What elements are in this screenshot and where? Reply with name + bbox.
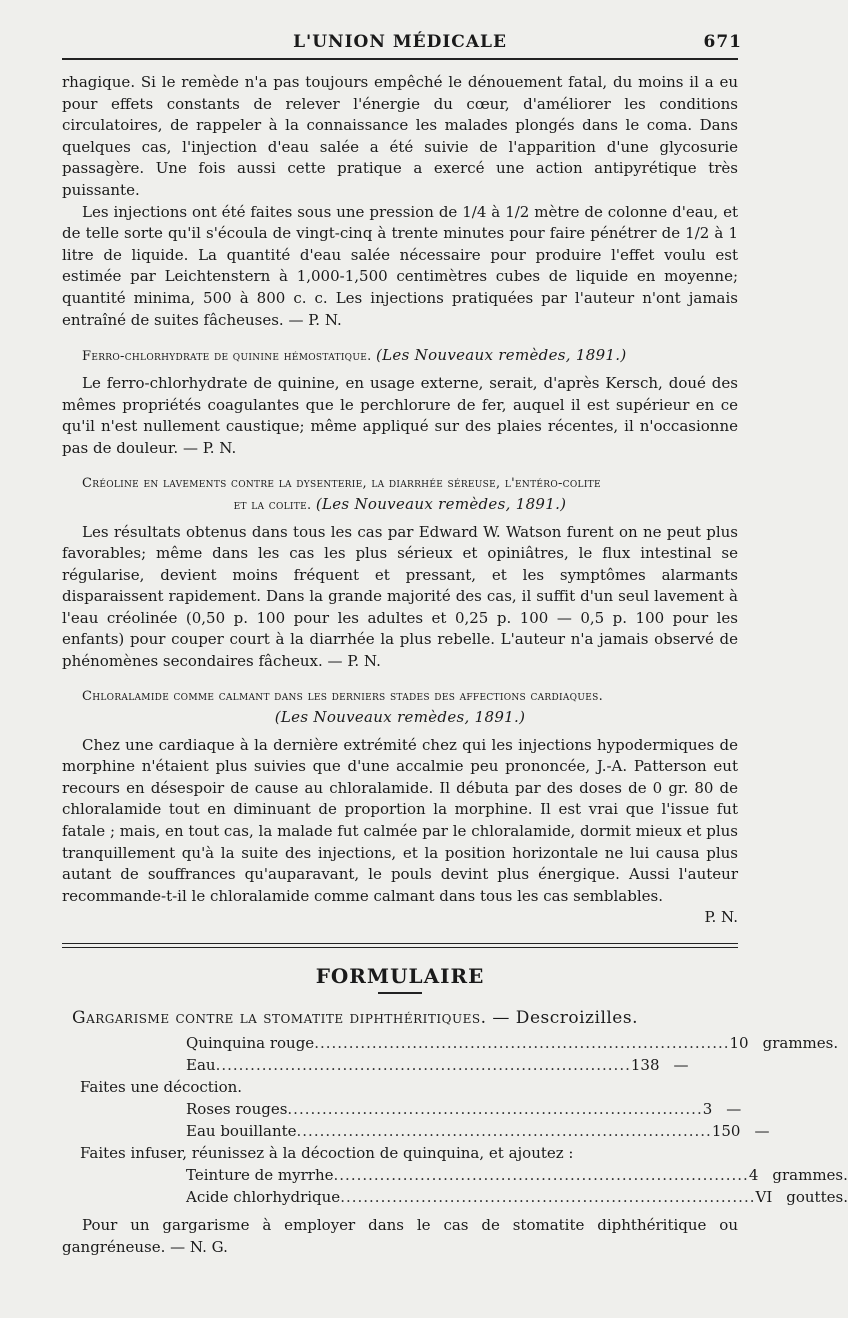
running-head	[62, 28, 742, 56]
article-body-creoline: Les résultats obtenus dans tous les cas par Edward W. Watson furent on ne peut plus favorables; même dans les cas les plus sérieux et opiniâtres, le flux intestinal se régularise, devient moins fréquent et pressant, et les symptômes alarmants disparaissent rapidement. Dans la grande majorité des cas, il suffit d'un seul lavement à l'eau créolinée (0,50 p. 100 pour les adultes et 0,25 p. 100 — 0,5 p. 100 pour les enfants) pour couper court à la diarrhée la plus rebelle. L'auteur n'a jamais observé de phénomènes secondaires fâcheux. — P. N.	[62, 522, 738, 671]
ingredient-row: Teinture de myrrhe ........................................................................ 4 grammes.	[186, 1166, 848, 1184]
article-source: (Les Nouveaux remèdes, 1891.)	[274, 707, 526, 726]
recipe-title: Gargarisme contre la stomatite diphthéritiques. — Descroizilles.	[72, 1008, 638, 1028]
ingredient-row: Eau ........................................................................ 138 —	[186, 1056, 689, 1074]
article-title-ferro-chlorhydrate: Ferro-chlorhydrate de quinine hémostatique. (Les Nouveaux remèdes, 1891.)	[82, 346, 627, 365]
header-rule	[62, 58, 738, 60]
article-signature: P. N.	[704, 908, 738, 927]
ingredient-row: Eau bouillante ........................................................................ 150 —	[186, 1122, 770, 1140]
journal-title: L'UNION MÉDICALE	[293, 32, 507, 52]
article-title-chloralamide: Chloralamide comme calmant dans les derniers stades des affections cardiaques.	[82, 688, 604, 704]
formulaire-heading: FORMULAIRE	[315, 964, 485, 988]
recipe-instruction: Faites une décoction.	[80, 1078, 243, 1096]
article-body-ferro-chlorhydrate: Le ferro-chlorhydrate de quinine, en usage externe, serait, d'après Kersch, doué des mêmes propriétés coagulantes que le perchlorure de fer, auquel il est supérieur en ce qu'il n'est nullement caustique; même appliqué sur des plaies récentes, il n'occasionne pas de douleur. — P. N.	[62, 374, 738, 457]
recipe-instruction: Faites infuser, réunissez à la décoction de quinquina, et ajoutez :	[80, 1144, 574, 1162]
article-title-creoline-line2: et la colite. (Les Nouveaux remèdes, 1891.)	[233, 494, 567, 513]
intro-paragraph-2: Les injections ont été faites sous une pression de 1/4 à 1/2 mètre de colonne d'eau, et de telle sorte qu'il s'écoula de vingt-cinq à trente minutes pour faire pénétrer de 1/2 à 1 litre de liquide. La quantité d'eau salée nécessaire pour produire l'effet voulu est estimée par Leichtenstern à 1,000-1,500 centimètres cubes de liquide en moyenne; quantité minima, 500 à 800 c. c. Les injections pratiquées par l'auteur n'ont jamais entraîné de suites fâcheuses. — P. N.	[62, 202, 738, 329]
article-source: (Les Nouveaux remèdes, 1891.)	[315, 494, 567, 513]
article-source-line-chloralamide	[62, 707, 738, 729]
recipe-author: — Descroizilles.	[492, 1008, 638, 1028]
article-body-chloralamide: Chez une cardiaque à la dernière extrémité chez qui les injections hypodermiques de morphine n'étaient plus suivies que d'une accalmie peu prononcée, J.-A. Patterson eut recours en désespoir de cause au chloralamide. Il débuta par des doses de 0 gr. 80 de chloralamide tout en diminuant de proportion la morphine. Il est vrai que l'issue fut fatale ; mais, en tout cas, la malade fut calmée par le chloralamide, dormit mieux et plus tranquillement qu'à la suite des injections, et la position horizontale ne lui causa plus autant de souffrances qu'auparavant, le pouls devint plus énergique. Aussi l'auteur recommande-t-il le chloralamide comme calmant dans tous les cas semblables.	[62, 735, 738, 905]
article-title-creoline: Créoline en lavements contre la dysenterie, la diarrhée séreuse, l'entéro-colite	[82, 475, 601, 491]
section-divider	[62, 943, 738, 948]
ingredient-row: Roses rouges ........................................................................ 3 —	[186, 1100, 742, 1118]
heading-underline	[378, 992, 422, 994]
article-source: (Les Nouveaux remèdes, 1891.)	[375, 346, 627, 365]
intro-paragraph-1: rhagique. Si le remède n'a pas toujours empêché le dénouement fatal, du moins il a eu pour effets constants de relever l'énergie du cœur, d'améliorer les conditions circulatoires, de rappeler à la connaissance les malades plongés dans le coma. Dans quelques cas, l'injection d'eau salée a été suivie de l'apparition d'une glycosurie passagère. Une fois aussi cette pratique a exercé une action antipyrétique très puissante.	[62, 73, 738, 199]
ingredient-row: Acide chlorhydrique ........................................................................ VI gouttes.	[186, 1188, 848, 1206]
ingredient-row: Quinquina rouge ........................................................................ 10 grammes.	[186, 1034, 839, 1052]
page-number: 671	[703, 32, 742, 52]
recipe-closing-note: Pour un gargarisme à employer dans le cas de stomatite diphthéritique ou gangréneuse. — N. G.	[62, 1216, 738, 1256]
